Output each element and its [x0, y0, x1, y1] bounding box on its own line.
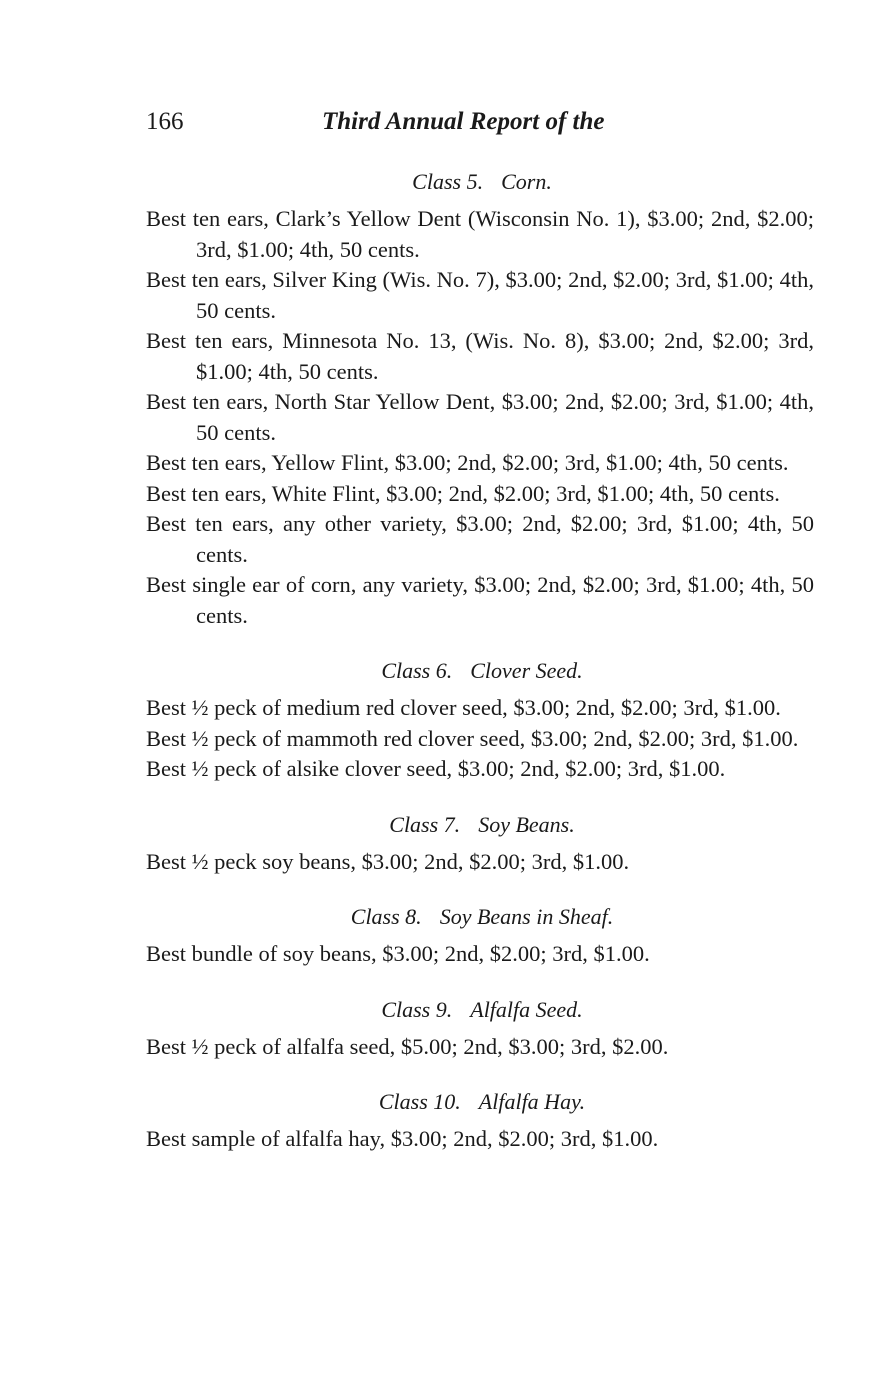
- premium-entry: Best ½ peck of medium red clover seed, $3.00; 2nd, $2.00; 3rd, $1.00.: [146, 695, 781, 720]
- class-heading: [146, 1086, 814, 1118]
- class-heading: [146, 166, 814, 198]
- class-section: [146, 809, 814, 878]
- class-name: Corn.: [501, 169, 552, 194]
- premium-entry: Best ½ peck of alfalfa seed, $5.00; 2nd, $3.00; 3rd, $2.00.: [146, 1033, 669, 1059]
- premium-entry: Best sample of alfalfa hay, $3.00; 2nd, $2.00; 3rd, $1.00.: [146, 1126, 659, 1151]
- class-label: Class 10.: [378, 1089, 461, 1114]
- class-name: Alfalfa Seed.: [470, 996, 583, 1022]
- class-label: Class 6.: [381, 658, 453, 683]
- premium-entry: Best ten ears, any other variety, $3.00; 2nd, $2.00; 3rd, $1.00; 4th, 50 cents.: [146, 511, 814, 567]
- premium-list: [146, 166, 814, 1165]
- premium-entry: Best ½ peck of mammoth red clover seed, $3.00; 2nd, $2.00; 3rd, $1.00.: [146, 725, 799, 751]
- premium-entry: Best ten ears, White Flint, $3.00; 2nd, $2.00; 3rd, $1.00; 4th, 50 cents.: [146, 480, 780, 506]
- class-name: Alfalfa Hay.: [478, 1089, 586, 1114]
- class-label: Class 9.: [381, 996, 453, 1022]
- premium-entry: Best bundle of soy beans, $3.00; 2nd, $2.00; 3rd, $1.00.: [146, 941, 650, 966]
- class-heading: [146, 901, 814, 933]
- premium-entry: Best ten ears, Silver King (Wis. No. 7), $3.00; 2nd, $2.00; 3rd, $1.00; 4th, 50 cents.: [146, 267, 814, 323]
- page-number: 166: [146, 108, 184, 135]
- class-label: Class 5.: [412, 169, 484, 194]
- premium-entry: Best ½ peck of alsike clover seed, $3.00; 2nd, $2.00; 3rd, $1.00.: [146, 756, 726, 781]
- class-heading: [146, 809, 814, 841]
- class-section: [146, 1086, 814, 1155]
- class-label: Class 8.: [350, 904, 422, 929]
- class-heading: [146, 994, 814, 1026]
- running-head: [146, 104, 814, 140]
- class-section: [146, 994, 814, 1063]
- premium-entry: Best ten ears, North Star Yellow Dent, $3.00; 2nd, $2.00; 3rd, $1.00; 4th, 50 cents.: [146, 389, 814, 445]
- running-title: Third Annual Report of the: [322, 108, 605, 135]
- class-name: Soy Beans.: [478, 811, 575, 837]
- class-heading: [146, 655, 814, 687]
- premium-entry: Best ten ears, Clark’s Yellow Dent (Wisconsin No. 1), $3.00; 2nd, $2.00; 3rd, $1.00; 4th, 50 cents.: [146, 206, 814, 262]
- class-label: Class 7.: [389, 811, 461, 837]
- class-name: Soy Beans in Sheaf.: [439, 904, 614, 929]
- class-section: [146, 166, 814, 631]
- premium-entry: Best ½ peck soy beans, $3.00; 2nd, $2.00; 3rd, $1.00.: [146, 848, 630, 874]
- class-section: [146, 901, 814, 970]
- class-section: [146, 655, 814, 785]
- premium-entry: Best ten ears, Yellow Flint, $3.00; 2nd, $2.00; 3rd, $1.00; 4th, 50 cents.: [146, 450, 789, 475]
- class-name: Clover Seed.: [470, 658, 583, 683]
- premium-entry: Best single ear of corn, any variety, $3.00; 2nd, $2.00; 3rd, $1.00; 4th, 50 cents.: [146, 572, 814, 628]
- premium-entry: Best ten ears, Minnesota No. 13, (Wis. No. 8), $3.00; 2nd, $2.00; 3rd, $1.00; 4th, 50 cents.: [146, 328, 814, 384]
